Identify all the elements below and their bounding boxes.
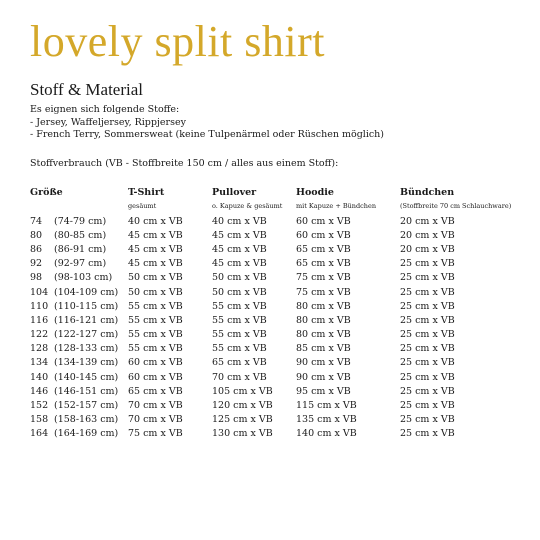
pullover-cell: 65 cm x VB (212, 357, 267, 369)
pullover-cell: 130 cm x VB (212, 428, 273, 440)
table-row (30, 228, 528, 242)
cuffs-cell: 25 cm x VB (400, 286, 455, 298)
size-cell: 134 (30, 357, 49, 369)
cuffs-cell: 25 cm x VB (400, 343, 455, 355)
size-cell: 116 (30, 314, 49, 326)
header-cuffs: Bündchen (400, 187, 455, 198)
size-cell: 128 (30, 343, 49, 355)
range-cell: (110-115 cm) (54, 300, 119, 312)
range-cell: (164-169 cm) (54, 428, 119, 440)
table-row (30, 384, 528, 398)
document-title: lovely split shirt (30, 17, 325, 66)
subheader-cuffs: (Stoffbreite 70 cm Schlauchware) (400, 202, 512, 210)
fabric-recommendations (30, 104, 384, 142)
cuffs-cell: 25 cm x VB (400, 329, 455, 341)
table-row (30, 356, 528, 370)
hoodie-cell: 95 cm x VB (296, 385, 351, 397)
size-cell: 110 (30, 300, 49, 312)
range-cell: (116-121 cm) (54, 314, 119, 326)
size-cell: 74 (30, 215, 43, 227)
pullover-cell: 45 cm x VB (212, 258, 267, 270)
table-header-row (30, 185, 528, 200)
range-cell: (134-139 cm) (54, 357, 119, 369)
cuffs-cell: 25 cm x VB (400, 414, 455, 426)
table-row (30, 285, 528, 299)
table-row (30, 398, 528, 412)
tshirt-cell: 60 cm x VB (128, 357, 183, 369)
pullover-cell: 45 cm x VB (212, 229, 267, 241)
tshirt-cell: 60 cm x VB (128, 371, 183, 383)
pullover-cell: 45 cm x VB (212, 243, 267, 255)
pullover-cell: 55 cm x VB (212, 343, 267, 355)
subheader-pullover: o. Kapuze & gesäumt (212, 202, 283, 210)
table-row (30, 328, 528, 342)
cuffs-cell: 25 cm x VB (400, 428, 455, 440)
fabric-usage-note: Stoffverbrauch (VB - Stoffbreite 150 cm / alles aus einem Stoff): (30, 158, 339, 169)
hoodie-cell: 115 cm x VB (296, 400, 357, 412)
intro-line: - French Terry, Sommersweat (keine Tulpenärmel oder Rüschen möglich) (30, 129, 385, 140)
size-cell: 152 (30, 400, 49, 412)
range-cell: (74-79 cm) (54, 215, 107, 227)
header-size: Größe (30, 187, 63, 198)
subheader-size (30, 200, 128, 214)
pullover-cell: 55 cm x VB (212, 314, 267, 326)
range-cell: (98-103 cm) (54, 272, 113, 284)
cuffs-cell: 25 cm x VB (400, 314, 455, 326)
pullover-cell: 55 cm x VB (212, 300, 267, 312)
hoodie-cell: 75 cm x VB (296, 272, 351, 284)
table-row (30, 342, 528, 356)
size-cell: 92 (30, 258, 43, 270)
subheader-hoodie: mit Kapuze + Bündchen (296, 202, 377, 210)
cuffs-cell: 25 cm x VB (400, 400, 455, 412)
range-cell: (152-157 cm) (54, 400, 119, 412)
cuffs-cell: 25 cm x VB (400, 258, 455, 270)
cuffs-cell: 20 cm x VB (400, 215, 455, 227)
header-tshirt: T-Shirt (128, 187, 165, 198)
pullover-cell: 40 cm x VB (212, 215, 267, 227)
table-row (30, 413, 528, 427)
range-cell: (122-127 cm) (54, 329, 119, 341)
subheader-tshirt: gesäumt (128, 202, 157, 210)
table-row (30, 214, 528, 228)
size-cell: 80 (30, 229, 43, 241)
hoodie-cell: 65 cm x VB (296, 258, 351, 270)
hoodie-cell: 80 cm x VB (296, 300, 351, 312)
tshirt-cell: 55 cm x VB (128, 314, 183, 326)
tshirt-cell: 50 cm x VB (128, 272, 183, 284)
pullover-cell: 125 cm x VB (212, 414, 273, 426)
size-cell: 140 (30, 371, 49, 383)
tshirt-cell: 45 cm x VB (128, 243, 183, 255)
pullover-cell: 70 cm x VB (212, 371, 267, 383)
section-heading: Stoff & Material (30, 80, 143, 99)
size-cell: 146 (30, 385, 49, 397)
range-cell: (92-97 cm) (54, 258, 107, 270)
tshirt-cell: 40 cm x VB (128, 215, 183, 227)
size-cell: 86 (30, 243, 43, 255)
pullover-cell: 120 cm x VB (212, 400, 273, 412)
cuffs-cell: 25 cm x VB (400, 272, 455, 284)
tshirt-cell: 55 cm x VB (128, 329, 183, 341)
size-cell: 104 (30, 286, 49, 298)
tshirt-cell: 50 cm x VB (128, 286, 183, 298)
cuffs-cell: 25 cm x VB (400, 385, 455, 397)
table-row (30, 271, 528, 285)
range-cell: (86-91 cm) (54, 243, 107, 255)
cuffs-cell: 25 cm x VB (400, 300, 455, 312)
hoodie-cell: 90 cm x VB (296, 357, 351, 369)
hoodie-cell: 65 cm x VB (296, 243, 351, 255)
range-cell: (128-133 cm) (54, 343, 119, 355)
table-row (30, 257, 528, 271)
table-row (30, 370, 528, 384)
size-cell: 122 (30, 329, 49, 341)
size-cell: 158 (30, 414, 49, 426)
table-row (30, 427, 528, 441)
table-subheader-row (30, 200, 528, 214)
pullover-cell: 105 cm x VB (212, 385, 273, 397)
tshirt-cell: 55 cm x VB (128, 343, 183, 355)
size-cell: 98 (30, 272, 43, 284)
pullover-cell: 55 cm x VB (212, 329, 267, 341)
tshirt-cell: 70 cm x VB (128, 414, 183, 426)
tshirt-cell: 45 cm x VB (128, 229, 183, 241)
tshirt-cell: 70 cm x VB (128, 400, 183, 412)
intro-line: Es eignen sich folgende Stoffe: (30, 104, 180, 115)
tshirt-cell: 55 cm x VB (128, 300, 183, 312)
pullover-cell: 50 cm x VB (212, 272, 267, 284)
hoodie-cell: 85 cm x VB (296, 343, 351, 355)
size-cell: 164 (30, 428, 49, 440)
tshirt-cell: 45 cm x VB (128, 258, 183, 270)
range-cell: (146-151 cm) (54, 385, 119, 397)
tshirt-cell: 75 cm x VB (128, 428, 183, 440)
hoodie-cell: 140 cm x VB (296, 428, 357, 440)
fabric-usage-table (30, 185, 528, 441)
header-hoodie: Hoodie (296, 187, 334, 198)
hoodie-cell: 90 cm x VB (296, 371, 351, 383)
hoodie-cell: 60 cm x VB (296, 229, 351, 241)
tshirt-cell: 65 cm x VB (128, 385, 183, 397)
cuffs-cell: 20 cm x VB (400, 243, 455, 255)
hoodie-cell: 135 cm x VB (296, 414, 357, 426)
hoodie-cell: 80 cm x VB (296, 329, 351, 341)
cuffs-cell: 25 cm x VB (400, 357, 455, 369)
table-row (30, 299, 528, 313)
table-row (30, 242, 528, 256)
range-cell: (80-85 cm) (54, 229, 107, 241)
table-row (30, 313, 528, 327)
header-pullover: Pullover (212, 187, 257, 198)
range-cell: (140-145 cm) (54, 371, 119, 383)
range-cell: (104-109 cm) (54, 286, 119, 298)
intro-line: - Jersey, Waffeljersey, Rippjersey (30, 116, 186, 128)
range-cell: (158-163 cm) (54, 414, 119, 426)
pullover-cell: 50 cm x VB (212, 286, 267, 298)
cuffs-cell: 20 cm x VB (400, 229, 455, 241)
cuffs-cell: 25 cm x VB (400, 371, 455, 383)
hoodie-cell: 60 cm x VB (296, 215, 351, 227)
hoodie-cell: 75 cm x VB (296, 286, 351, 298)
hoodie-cell: 80 cm x VB (296, 314, 351, 326)
